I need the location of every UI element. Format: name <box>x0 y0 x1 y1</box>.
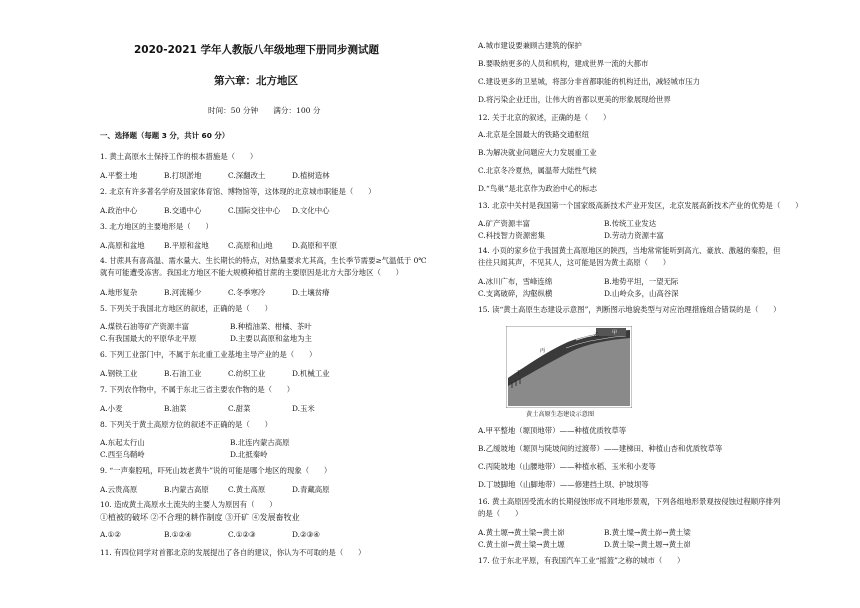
label-bing: 丙 <box>540 348 546 354</box>
option-c[interactable]: C.黄土高原 <box>228 485 266 494</box>
option-b[interactable]: B.北连内蒙古高原 <box>230 438 290 447</box>
question-12-option-d[interactable]: D.“鸟巢”是北京作为政治中心的标志 <box>478 184 598 193</box>
option-d[interactable]: D.劳动力资源丰富 <box>604 231 664 240</box>
option-a[interactable]: A.平整土地 <box>100 171 138 180</box>
question-12-option-a[interactable]: A.北京是全国最大的铁路交通枢纽 <box>478 130 590 139</box>
option-d[interactable]: D.②③④ <box>292 530 320 539</box>
question-12-option-c[interactable]: C.北京冬冷夏热，属温带大陆性气候 <box>478 166 597 175</box>
question-15-option-d[interactable]: D.丁坡脚地（山脚地带）——修建挡土坝、护坡坝等 <box>478 480 649 489</box>
page-title: 2020-2021 学年人教版八年级地理下册同步测试题 <box>134 44 379 56</box>
question-17-stem: 17. 位于东北平原，有我国汽车工业“摇篮”之称的城市（ ） <box>478 556 685 565</box>
question-12-option-b[interactable]: B.为解决就业问题应大力发展重工业 <box>478 148 597 157</box>
option-b[interactable]: B.种植油菜、柑橘、茶叶 <box>230 322 312 331</box>
question-11-option-d[interactable]: D.将污染企业迁出，让伟大的首都以更美的形象展现给世界 <box>478 95 671 104</box>
option-d[interactable]: D.高原和平原 <box>292 241 337 250</box>
section-heading: 一、选择题（每题 3 分，共计 60 分） <box>100 131 230 140</box>
option-a[interactable]: A.矿产资源丰富 <box>478 219 531 228</box>
question-8-stem: 8. 下列关于黄土高原方位的叙述不正确的是（ ） <box>100 420 272 429</box>
diagram-caption: 黄土高原生态建设示意图 <box>526 411 595 418</box>
question-7-options <box>100 403 356 414</box>
option-a[interactable]: A.地形复杂 <box>100 288 138 297</box>
option-c[interactable]: C.科技智力资源密集 <box>478 231 545 240</box>
question-4-options <box>100 287 356 298</box>
question-2-stem: 2. 北京有许多著名学府及国家体育馆、博物馆等，这体现的北京城市职能是（ ） <box>100 187 376 196</box>
question-4-stem-line-2: 就有可能遭受冻害。我国北方地区不能大规模种植甘蔗的主要原因是北方大部分地区（ ） <box>100 268 404 277</box>
question-13-options-row-2 <box>478 230 664 241</box>
question-16-stem-line-1: 16. 黄土高原因受流水的长期侵蚀形成不同地形景观，下列各组地形景观按侵蚀过程顺序排列 <box>478 497 781 506</box>
question-11-option-b[interactable]: B.要吸纳更多的人员和机构，建成世界一流的大都市 <box>478 59 649 68</box>
label-jia: 甲 <box>612 330 618 336</box>
option-a[interactable]: A.①② <box>100 530 121 539</box>
question-9-options <box>100 484 356 495</box>
option-b[interactable]: B.石油工业 <box>164 369 202 378</box>
label-ding: 丁 <box>516 370 522 376</box>
question-3-stem: 3. 北方地区的主要地形是（ ） <box>100 222 213 231</box>
question-8-options-row-1 <box>100 437 290 448</box>
option-c[interactable]: C.高原和山地 <box>228 241 273 250</box>
option-a[interactable]: A.云贵高原 <box>100 485 138 494</box>
question-2-options <box>100 205 356 216</box>
option-b[interactable]: B.①②④ <box>164 530 192 539</box>
option-b[interactable]: B.内蒙古高原 <box>164 485 209 494</box>
option-c[interactable]: C.西至乌鞘岭 <box>100 450 145 459</box>
option-d[interactable]: D.北抵秦岭 <box>230 450 268 459</box>
question-1-options <box>100 170 356 181</box>
left-column <box>96 0 458 608</box>
option-c[interactable]: C.冬季寒冷 <box>228 288 266 297</box>
question-14-stem-line-1: 14. 小页的家乡位于我国黄土高原地区的陕西，当地常常能听到高亢、豪放、激越的秦腔，但 <box>478 246 781 255</box>
option-c[interactable]: C.黄土峁→黄土梁→黄土塬 <box>478 540 565 549</box>
option-b[interactable]: B.打坝淤地 <box>164 171 202 180</box>
option-a[interactable]: A.煤铁石油等矿产资源丰富 <box>100 322 189 331</box>
question-4-stem-line-1: 4. 甘蔗具有喜高温、需水量大、生长期长的特点，对热量要求尤其高，生长季节需要≥气温低于 0℃ <box>100 256 427 265</box>
question-13-options-row-1 <box>478 218 656 229</box>
question-7-stem: 7. 下列农作物中，不属于东北三省主要农作物的是（ ） <box>100 385 295 394</box>
question-11-stem: 11. 有四位同学对首都北京的发展提出了各自的建议，你认为不可取的是（ ） <box>100 548 366 557</box>
exam-meta: 时间：50 分钟 满分：100 分 <box>208 106 321 115</box>
option-b[interactable]: B.传统工业发达 <box>604 219 657 228</box>
question-6-stem: 6. 下列工业部门中，不属于东北重工业基地主导产业的是（ ） <box>100 350 317 359</box>
question-5-stem: 5. 下列关于我国北方地区的叙述，正确的是（ ） <box>100 304 272 313</box>
option-d[interactable]: D.植树造林 <box>292 171 330 180</box>
question-16-options-row-2 <box>478 539 691 550</box>
option-c[interactable]: C.①②③ <box>228 530 256 539</box>
option-d[interactable]: D.土壤贫瘠 <box>292 288 330 297</box>
option-b[interactable]: B.地势平坦，一望无际 <box>604 277 679 286</box>
question-9-stem: 9. “一声秦腔吼，吓死山坡老黄牛”说的可能是哪个地区的现象（ ） <box>100 466 332 475</box>
option-d[interactable]: D.玉米 <box>292 404 315 413</box>
option-d[interactable]: D.山岭众多，山高谷深 <box>604 289 679 298</box>
option-c[interactable]: C.深翻改土 <box>228 171 266 180</box>
option-a[interactable]: A.冰川广布，雪峰连绵 <box>478 277 553 286</box>
question-15-option-a[interactable]: A.甲平整地（塬顶地带）——种植优质牧草等 <box>478 426 627 435</box>
question-14-options-row-1 <box>478 276 678 287</box>
option-a[interactable]: A.高原和盆地 <box>100 241 145 250</box>
question-10-options <box>100 530 356 539</box>
option-b[interactable]: B.黄土墚→黄土峁→黄土梁 <box>604 528 691 537</box>
question-12-stem: 12. 关于北京的叙述，正确的是（ ） <box>478 113 611 122</box>
chapter-title: 第六章：北方地区 <box>214 75 298 87</box>
question-16-options-row-1 <box>478 527 691 538</box>
option-c[interactable]: C.国际交往中心 <box>228 206 281 215</box>
option-b[interactable]: B.平原和盆地 <box>164 241 209 250</box>
question-14-options-row-2 <box>478 288 679 299</box>
option-d[interactable]: D.机械工业 <box>292 369 330 378</box>
question-6-options <box>100 368 356 379</box>
option-a[interactable]: A.钢铁工业 <box>100 369 138 378</box>
question-16-stem-line-2: 的是（ ） <box>478 509 523 518</box>
option-b[interactable]: B.油菜 <box>164 404 187 413</box>
question-11-option-c[interactable]: C.建设更多的卫星城，将部分非首都职能的机构迁出，减轻城市压力 <box>478 77 701 86</box>
question-15-option-b[interactable]: B.乙缓坡地（塬顶与陡坡间的过渡带）——建梯田、种植山杏和优质牧草等 <box>478 444 723 453</box>
question-8-options-row-2 <box>100 449 268 460</box>
option-c[interactable]: C.有我国最大的平原华北平原 <box>100 334 197 343</box>
right-column <box>474 0 842 608</box>
question-13-stem: 13. 北京中关村是我国第一个国家级高新技术产业开发区，北京发展高新技术产业的优势是（ ） <box>478 201 803 210</box>
question-14-stem-line-2: 往往只闻其声，不见其人，这可能是因为黄土高原（ ） <box>478 258 671 267</box>
option-a[interactable]: A.黄土塬→黄土梁→黄土峁 <box>478 528 565 537</box>
option-a[interactable]: A.政治中心 <box>100 206 138 215</box>
question-5-options-row-2 <box>100 333 312 344</box>
question-15-stem: 15. 读“黄土高原生态建设示意图”，判断图示地貌类型与对应治理措施组合错误的是（ ） <box>478 305 781 314</box>
option-b[interactable]: B.交通中心 <box>164 206 202 215</box>
option-d[interactable]: D.主要以高原和盆地为主 <box>230 334 312 343</box>
loess-plateau-diagram <box>506 326 632 408</box>
question-10-stem: 10. 造成黄土高原水土流失的主要人为原因有（ ） <box>100 500 277 509</box>
option-a[interactable]: A.小麦 <box>100 404 123 413</box>
question-1-stem: 1. 黄土高原水土保持工作的根本措施是（ ） <box>100 152 258 161</box>
option-b[interactable]: B.河流稀少 <box>164 288 202 297</box>
top-fields <box>596 328 626 336</box>
label-yi: 乙 <box>594 332 600 338</box>
option-c[interactable]: C.纺织工业 <box>228 369 266 378</box>
option-d[interactable]: D.文化中心 <box>292 206 330 215</box>
question-11-option-a[interactable]: A.城市建设要兼顾古建筑的保护 <box>478 41 582 50</box>
question-15-option-c[interactable]: C.丙陡坡地（山腰地带）——种植水稻、玉米和小麦等 <box>478 462 656 471</box>
option-c[interactable]: C.支离破碎，沟壑纵横 <box>478 289 553 298</box>
option-a[interactable]: A.东起太行山 <box>100 438 145 447</box>
option-c[interactable]: C.甜菜 <box>228 404 251 413</box>
option-d[interactable]: D.青藏高原 <box>292 485 330 494</box>
option-d[interactable]: D.黄土梁→黄土塬→黄土峁 <box>604 540 691 549</box>
question-5-options-row-1 <box>100 321 312 332</box>
question-3-options <box>100 240 356 251</box>
question-10-items: ①植被的破坏 ②不合理的耕作制度 ③开矿 ④发展畜牧业 <box>100 513 300 522</box>
